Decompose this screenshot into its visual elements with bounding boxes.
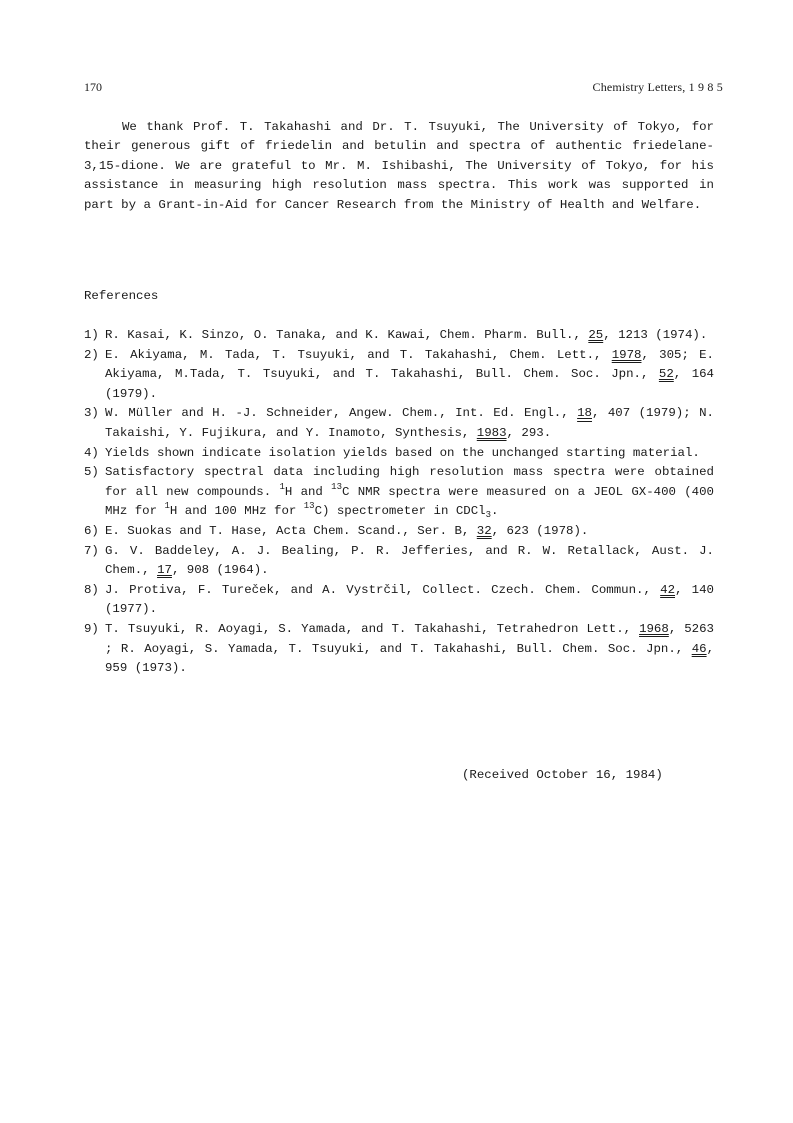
reference-item — [84, 404, 714, 443]
reference-number: 1) — [84, 328, 99, 342]
volume-number: 25 — [588, 328, 604, 342]
received-date: (Received October 16, 1984) — [462, 768, 663, 782]
reference-item — [84, 581, 714, 620]
reference-text: R. Kasai, K. Sinzo, O. Tanaka, and K. Kawai, Chem. Pharm. Bull., 25, 1213 (1974). — [105, 328, 708, 342]
reference-number: 9) — [84, 621, 99, 636]
volume-number: 18 — [577, 406, 592, 421]
volume-number: 1983 — [476, 425, 507, 440]
reference-item — [84, 326, 714, 346]
page-header — [84, 80, 723, 100]
volume-number: 1978 — [611, 347, 642, 362]
reference-text: Yields shown indicate isolation yields based on the unchanged starting material. — [105, 445, 700, 460]
reference-text: Satisfactory spectral data including high resolution mass spectra were obtained for all new compounds. $^1$H and $^{13}$C NMR spectra were measured on a JEOL GX-400 (400 MHz for $^1$H and 100 MHz for $^{13}$C) spectrometer in CDCl$_3$. — [105, 465, 714, 521]
reference-text: E. Suokas and T. Hase, Acta Chem. Scand., Ser. B, 32, 623 (1978). — [105, 523, 589, 538]
reference-list — [84, 326, 714, 679]
reference-number: 7) — [84, 543, 99, 558]
reference-item — [84, 463, 714, 522]
reference-number: 8) — [84, 582, 99, 597]
volume-number: 17 — [157, 563, 172, 578]
reference-number: 3) — [84, 406, 99, 421]
reference-number: 4) — [84, 445, 99, 460]
volume-number: 46 — [691, 641, 707, 656]
reference-number: 2) — [84, 347, 99, 362]
references-heading: References — [84, 289, 159, 303]
reference-item — [84, 444, 714, 464]
reference-text: T. Tsuyuki, R. Aoyagi, S. Yamada, and T. Takahashi, Tetrahedron Lett., 1968, 5263 ; R. Aoyagi, S. Yamada, T. Tsuyuki, and T. Takahashi, Bull. Chem. Soc. Jpn., 46, 959 (1973). — [105, 621, 714, 676]
page-number: 170 — [84, 80, 102, 94]
volume-number: 42 — [660, 582, 676, 597]
reference-text: W. Müller and H. -J. Schneider, Angew. Chem., Int. Ed. Engl., 18, 407 (1979); N. Takaishi, Y. Fujikura, and Y. Inamoto, Synthesis, 1983, 293. — [105, 406, 714, 440]
journal-title: Chemistry Letters, 1 9 8 5 — [592, 80, 723, 94]
reference-text: G. V. Baddeley, A. J. Bealing, P. R. Jefferies, and R. W. Retallack, Aust. J. Chem., 17, 908 (1964). — [105, 543, 714, 578]
reference-item — [84, 522, 714, 542]
reference-number: 5) — [84, 465, 99, 480]
reference-text: E. Akiyama, M. Tada, T. Tsuyuki, and T. Takahashi, Chem. Lett., 1978, 305; E. Akiyama, M.Tada, T. Tsuyuki, and T. Takahashi, Bull. Chem. Soc. Jpn., 52, 164 (1979). — [105, 347, 714, 401]
reference-text: J. Protiva, F. Tureček, and A. Vystrčil, Collect. Czech. Chem. Commun., 42, 140 (1977). — [105, 582, 714, 617]
volume-number: 32 — [476, 523, 492, 538]
acknowledgment-paragraph: We thank Prof. T. Takahashi and Dr. T. Tsuyuki, The University of Tokyo, for their generous gift of friedelin and betulin and spectra of authentic friedelane-3,15-dione. We are grateful to Mr. M. Ishibashi, The University of Tokyo, for his assistance in measuring high resolution mass spectra. This work was supported in part by a Grant-in-Aid for Cancer Research from the Ministry of Health and Welfare. — [84, 120, 714, 212]
volume-number: 52 — [658, 367, 674, 382]
reference-item — [84, 620, 714, 679]
reference-number: 6) — [84, 523, 99, 538]
reference-item — [84, 346, 714, 405]
volume-number: 1968 — [639, 621, 669, 636]
reference-item — [84, 542, 714, 581]
